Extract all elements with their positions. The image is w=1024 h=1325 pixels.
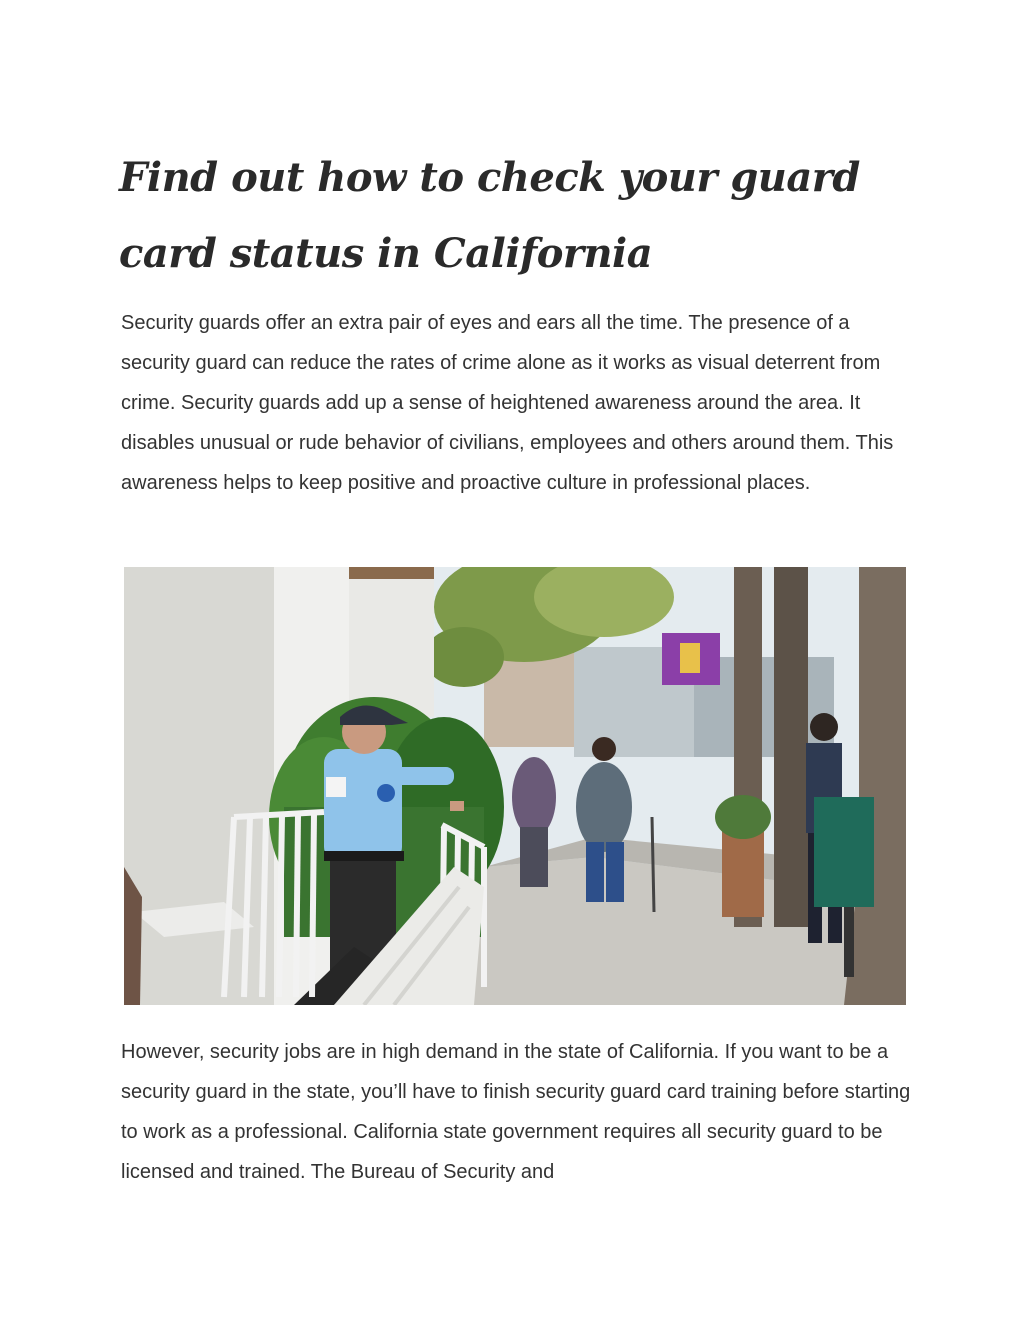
article-title: Find out how to check your guard card status in California <box>119 154 860 277</box>
photo-illustration <box>124 567 906 1005</box>
intro-paragraph: Security guards offer an extra pair of eyes and ears all the time. The presence of a security guard can reduce the rates of crime alone as it works as visual deterrent from crime. Security guards add up a sense of heightened awareness around the area. It disables unusual or rude behavior of civilians, employees and others around them. This awareness helps to keep positive and proactive culture in professional places. <box>121 312 894 494</box>
security-guard-photo <box>124 567 906 1005</box>
body-paragraph: However, security jobs are in high demand in the state of California. If you want to be a security guard in the state, you’ll have to finish security guard card training before starting to work as a professional. California state government requires all security guard to be licensed and trained. The Bureau of Security and <box>121 1041 911 1183</box>
